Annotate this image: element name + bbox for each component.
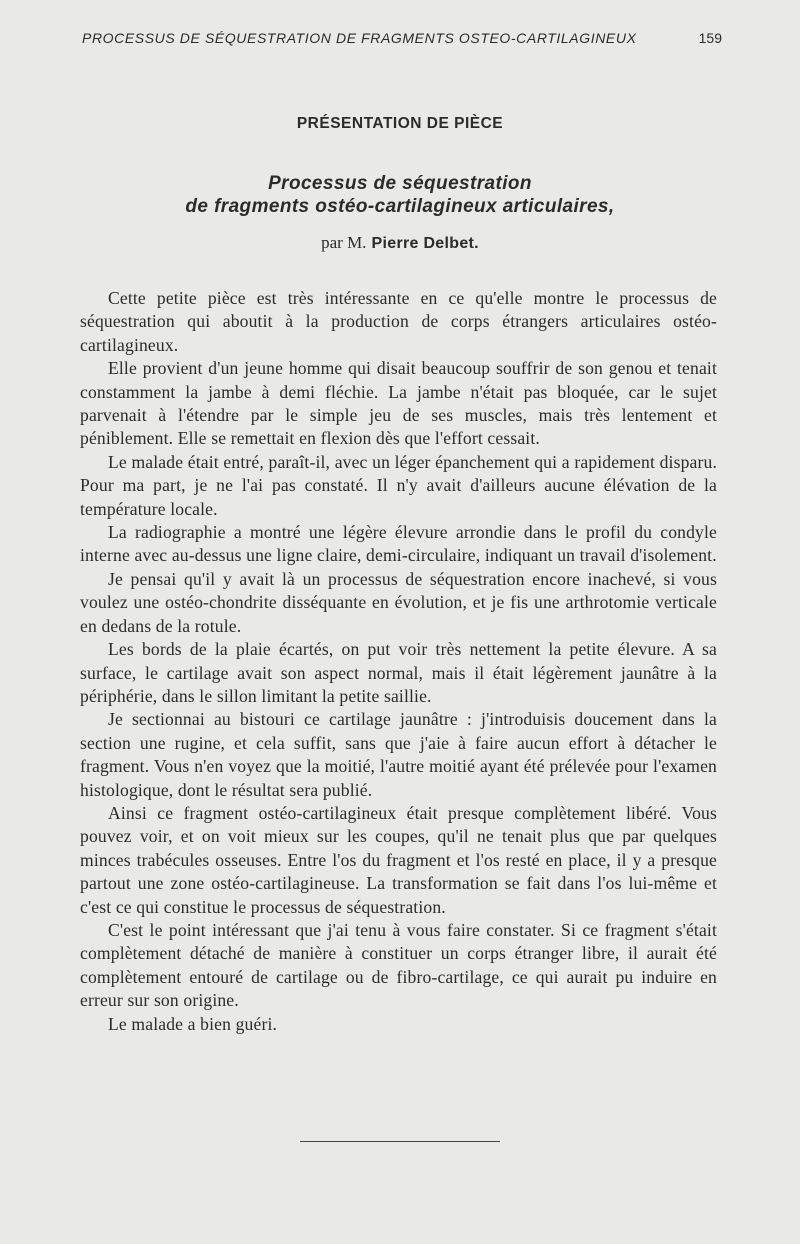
article-title-line-1: Processus de séquestration xyxy=(268,173,532,194)
article-body xyxy=(80,287,717,1036)
running-header xyxy=(82,30,722,46)
paragraph: Le malade a bien guéri. xyxy=(108,1013,278,1034)
section-heading: PRÉSENTATION DE PIÈCE xyxy=(296,115,504,132)
end-rule-divider xyxy=(300,1141,500,1142)
article-title-line-2: de fragments ostéo-cartilagineux articulaires, xyxy=(185,196,615,217)
paragraph: Les bords de la plaie écartés, on put voir très nettement la petite élevure. A sa surface, le cartilage avait son aspect normal, mais il était légèrement jaunâtre à la périphérie, dans le sillon limitant la petite saillie. xyxy=(80,639,717,706)
paragraph: Je pensai qu'il y avait là un processus de séquestration encore inachevé, si vous voulez une ostéo-chondrite disséquante en évolution, et je fis une arthrotomie verticale en dedans de la rotule. xyxy=(80,568,717,636)
byline xyxy=(0,233,800,253)
paragraph: C'est le point intéressant que j'ai tenu à vous faire constater. Si ce fragment s'était complètement détaché de manière à constituer un corps étranger libre, il aurait été complètement entouré de cartilage ou de fibro-cartilage, ce qui aurait pu induire en erreur sur son origine. xyxy=(80,919,717,1011)
article-title xyxy=(0,172,800,218)
paragraph: La radiographie a montré une légère élevure arrondie dans le profil du condyle interne avec au-dessus une ligne claire, demi-circulaire, indiquant un travail d'isolement. xyxy=(80,522,717,566)
paragraph: Cette petite pièce est très intéressante en ce qu'elle montre le processus de séquestration qui aboutit à la production de corps étrangers articulaires ostéo-cartilagineux. xyxy=(80,288,717,355)
page-number: 159 xyxy=(698,30,722,46)
paragraph: Elle provient d'un jeune homme qui disait beaucoup souffrir de son genou et tenait constamment la jambe à demi fléchie. La jambe n'était pas bloquée, car le sujet parvenait à l'étendre par le simple jeu de ses muscles, mais très lentement et péniblement. Elle se remettait en flexion dès que l'effort cessait. xyxy=(80,358,717,449)
byline-prefix: par M. xyxy=(321,233,367,252)
paragraph: Ainsi ce fragment ostéo-cartilagineux était presque complètement libéré. Vous pouvez voir, et on voit mieux sur les coupes, qu'il ne tenait plus que par quelques minces trabécules osseuses. Entre l'os du fragment et l'os resté en place, il y a presque partout une zone ostéo-cartilagineuse. La transformation se fait dans l'os lui-même et c'est ce qui constitue le processus de séquestration. xyxy=(80,802,717,917)
paragraph: Le malade était entré, paraît-il, avec un léger épanchement qui a rapidement disparu. Pour ma part, je ne l'ai pas constaté. Il n'y avait d'ailleurs aucune élévation de la température locale. xyxy=(80,451,717,519)
running-title: PROCESSUS DE SÉQUESTRATION DE FRAGMENTS OSTEO-CARTILAGINEUX xyxy=(82,30,637,46)
author-name: Pierre Delbet. xyxy=(371,235,479,252)
paragraph: Je sectionnai au bistouri ce cartilage jaunâtre : j'introduisis doucement dans la section une rugine, et cela suffit, sans que j'aie à faire aucun effort à détacher le fragment. Vous n'en voyez que la moitié, l'autre moitié ayant été prélevée pour l'examen histologique, dont le résultat sera publié. xyxy=(80,709,717,800)
